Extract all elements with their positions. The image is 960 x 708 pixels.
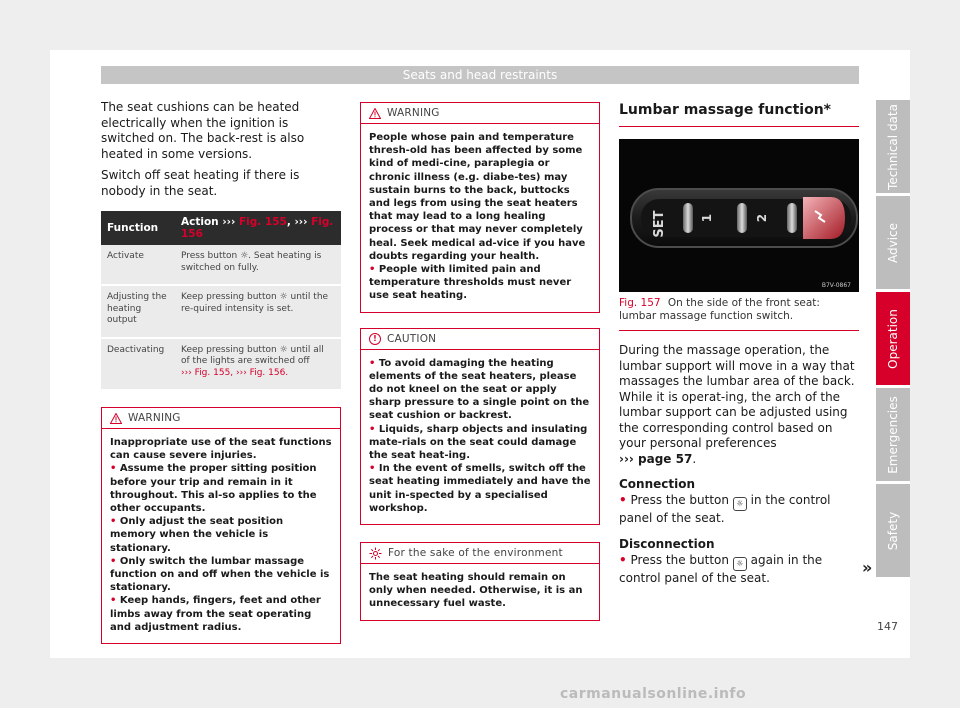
list-item: • Assume the proper sitting position before your trip and remain in it throughout. This al-so applies to the other occupants. bbox=[110, 463, 317, 515]
list-item: • Liquids, sharp objects and insulating mate-rials on the seat could damage the seat heat-ing. bbox=[369, 423, 588, 462]
environment-leaf-icon bbox=[369, 547, 382, 560]
environment-box bbox=[360, 542, 600, 621]
warning-header bbox=[102, 408, 340, 429]
caution-icon: ! bbox=[369, 333, 381, 345]
tab-operation[interactable]: Operation bbox=[876, 292, 910, 385]
warning-body: People whose pain and temperature thresh-old has been affected by some kind of medi-cine, paraplegia or chronic illness (e.g. diabe-tes) may sustain burns to the back, buttocks and legs from using the seat heaters that may lead to a long healing process or that may never completely heal. Seek medical ad-vice if you have doubts regarding your health. • People with limited pain and temperature thresholds must never use seat heating. bbox=[361, 124, 599, 312]
table-cell-function: Deactivating bbox=[101, 338, 175, 391]
svg-text:SET: SET bbox=[652, 210, 667, 238]
table-header-action: Action ››› Fig. 155, ››› Fig. 156 bbox=[175, 211, 341, 245]
list-item: • To avoid damaging the heating elements of the seat heaters, please do not kneel on the seat or apply sharp pressure to a single point on the seat cushion or backrest. bbox=[369, 357, 590, 422]
list-item: • People with limited pain and temperature thresholds must never use seat heating. bbox=[369, 264, 572, 302]
section-tabs bbox=[876, 100, 910, 580]
caution-header bbox=[361, 329, 599, 350]
table-header-row bbox=[101, 211, 341, 245]
figure-caption: Fig. 157 On the side of the front seat: lumbar massage function switch. bbox=[619, 297, 859, 331]
table-row bbox=[101, 245, 341, 285]
lumbar-switch-photo bbox=[619, 139, 859, 292]
tab-technical-data[interactable]: Technical data bbox=[876, 100, 910, 193]
caution-label: CAUTION bbox=[387, 332, 437, 345]
figure-number: Fig. 157 bbox=[619, 297, 661, 309]
column-middle bbox=[360, 102, 600, 621]
warning-header bbox=[361, 103, 599, 124]
environment-body: The seat heating should remain on only when needed. Otherwise, it is an unnecessary fuel waste. bbox=[369, 572, 583, 610]
caution-body bbox=[361, 350, 599, 524]
warning-label: WARNING bbox=[387, 107, 440, 119]
table-cell-function: Activate bbox=[101, 245, 175, 285]
fig-155-link[interactable]: Fig. 155 bbox=[238, 216, 287, 228]
warning-body: Inappropriate use of the seat functions can cause severe injuries. • Assume the proper sitting position before your trip and remain in it throughout. This al-so applies to the other occupants. • Only adjust the seat position memory when the vehicle is stationary. • Only switch the lumbar massage function on and off when the vehicle is stationary. • Keep hands, fingers, feet and other limbs away from the seat operating and adjustment radius. bbox=[110, 437, 332, 633]
warning-box-seat-functions bbox=[101, 407, 341, 644]
table-header-function: Function bbox=[101, 211, 175, 245]
warning-label: WARNING bbox=[128, 412, 181, 424]
list-item: • Keep hands, fingers, feet and other limbs away from the seat operating and adjustment radius. bbox=[110, 595, 321, 633]
warning-box-heating bbox=[360, 102, 600, 313]
function-table bbox=[101, 211, 341, 391]
lumbar-button-icon: ☼ bbox=[733, 497, 747, 511]
connection-step: • Press the button ☼ in the control panel of the seat. bbox=[619, 493, 831, 525]
svg-text:1: 1 bbox=[700, 213, 714, 223]
seat-control-illustration bbox=[619, 139, 859, 292]
tab-emergencies[interactable]: Emergencies bbox=[876, 388, 910, 481]
svg-text:B7V-0867: B7V-0867 bbox=[821, 282, 851, 289]
table-row bbox=[101, 285, 341, 338]
list-item: • In the event of smells, switch off the seat heating immediately and have the unit in-spected by a specialised workshop. bbox=[369, 463, 591, 514]
table-row bbox=[101, 338, 341, 391]
column-left bbox=[101, 100, 341, 644]
table-cell-action: Keep pressing button ☼ until the re-quired intensity is set. bbox=[175, 285, 341, 338]
disconnection-step: • Press the button ☼ again in the control panel of the seat. bbox=[619, 552, 823, 585]
continue-marker: » bbox=[862, 558, 873, 577]
section-title: Lumbar massage function* bbox=[619, 102, 859, 127]
massage-paragraph: During the massage operation, the lumbar support will move in a way that massages the lumbar area of the back. While it is operat-ing, the arch of the lumbar support can be adjusted using the corresponding control based on your personal preferences ››› page 57. bbox=[619, 343, 855, 466]
page-number: 147 bbox=[877, 620, 898, 633]
environment-header bbox=[361, 543, 599, 564]
connection-heading: Connection bbox=[619, 477, 696, 491]
list-item: • Only adjust the seat position memory when the vehicle is stationary. bbox=[110, 516, 284, 554]
table-cell-action: Press button ☼. Seat heating is switched on fully. bbox=[175, 245, 341, 285]
environment-label: For the sake of the environment bbox=[388, 547, 563, 560]
svg-text:2: 2 bbox=[755, 213, 769, 223]
lumbar-button-icon: ☼ bbox=[733, 557, 747, 571]
fig-156-link[interactable]: Fig. 156 bbox=[181, 216, 334, 240]
caution-box bbox=[360, 328, 600, 525]
table-cell-function: Adjusting the heating output bbox=[101, 285, 175, 338]
page-header: Seats and head restraints bbox=[101, 66, 859, 84]
table-cell-action: Keep pressing button ☼ until all of the lights are switched off ››› Fig. 155, ››› Fig. 156. bbox=[175, 338, 341, 391]
page-57-link[interactable]: ››› page 57 bbox=[619, 451, 693, 466]
fig-ref-link[interactable]: ››› Fig. 155, ››› Fig. 156. bbox=[181, 367, 289, 378]
warning-triangle-icon bbox=[369, 108, 381, 119]
watermark: carmanualsonline.info bbox=[560, 686, 747, 702]
disconnection-heading: Disconnection bbox=[619, 536, 715, 551]
warning-triangle-icon bbox=[110, 413, 122, 424]
column-right bbox=[619, 102, 859, 592]
list-item: • Only switch the lumbar massage function on and off when the vehicle is stationary. bbox=[110, 555, 330, 594]
tab-advice[interactable]: Advice bbox=[876, 196, 910, 289]
intro-paragraph: The seat cushions can be heated electrically when the ignition is switched on. The back-rest is also heated in some versions. bbox=[101, 100, 305, 161]
switch-off-paragraph: Switch off seat heating if there is nobody in the seat. bbox=[101, 168, 300, 198]
tab-safety[interactable]: Safety bbox=[876, 484, 910, 577]
